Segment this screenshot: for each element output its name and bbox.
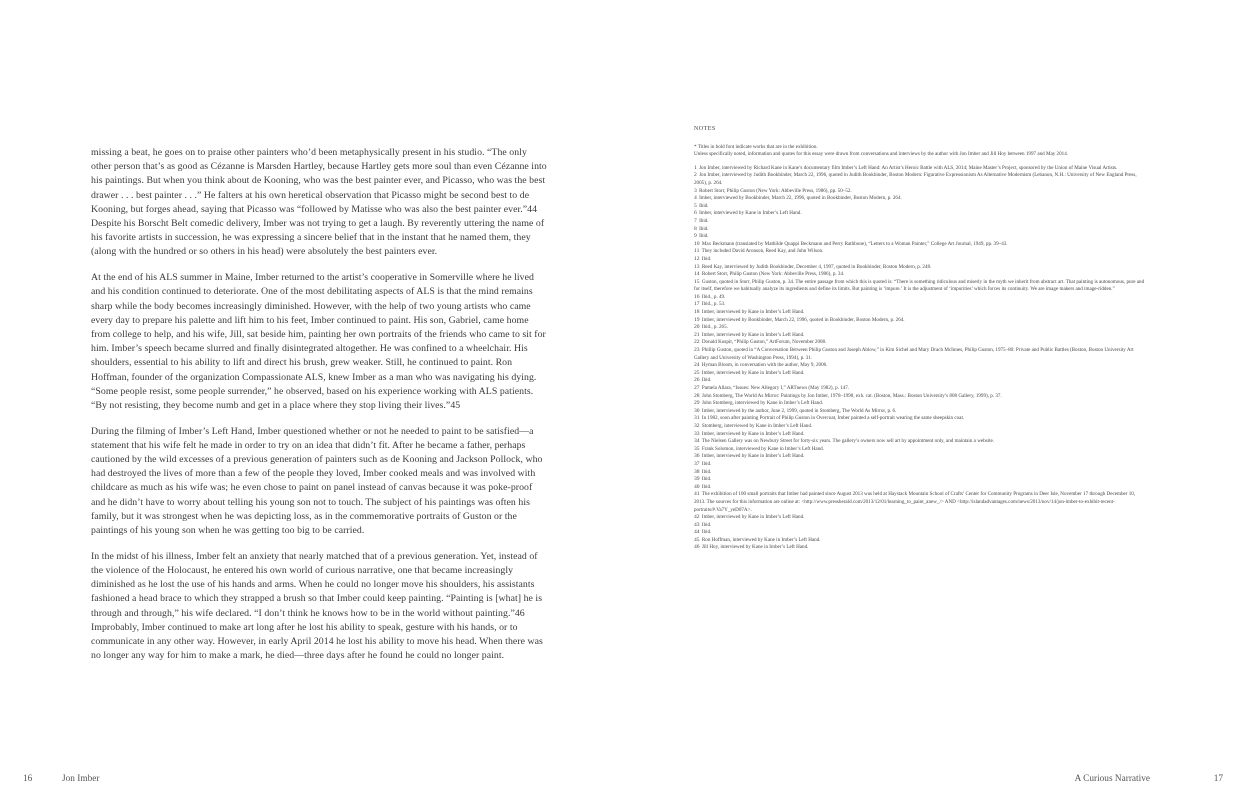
note-number: 26 [694,377,700,384]
note-item [694,491,1146,514]
note-text: Ibid. [701,460,712,467]
note-text: Ibid. [699,217,709,224]
note-text: Jon Imber, interviewed by Richard Kane in Kane’s documentary film Imber’s Left Hand: An Artist’s Heroic Battle with ALS, 2014; Maine Master’s Project, sponsored by the Union of Maine Visual Artists. [699,164,1118,171]
note-text: The Nielsen Gallery was on Newbury Street for forty-six years. The gallery’s owners now sell art by appointment only, and maintain a website. [701,438,995,445]
note-item [694,172,1146,187]
note-text: Imber, interviewed by Kane in Imber’s Left Hand. [701,430,805,437]
notes-list [694,165,1146,552]
note-number: 28 [694,392,700,399]
note-item [694,188,1146,196]
note-text: The exhibition of 100 small portraits that Imber had painted since August 2013 was held at Haystack Mountain School of Crafts’ Center for Community Programs in Deer Isle, November 17 through December 10, 2013. The sources for this information are online at: <http://www.pressherald.com/2013/12/01/learning_to_paint_anew_/> AND <http://islandadvantages.com/news/2013/nov/14/jon-imber-to-exhibit-recent-portraits/#.Va7Y_yeD07A>. [694,491,1136,513]
note-text: Frank Solomon, interviewed by Kane in Imber’s Left Hand. [701,445,825,452]
note-number: 7 [694,217,697,224]
note-number: 6 [694,210,697,217]
notes-section [694,126,1146,552]
note-text: Ibid. [701,521,712,528]
note-number: 10 [694,240,700,247]
note-text: Ibid. [701,255,712,262]
note-item [694,544,1146,552]
note-text: Guston, quoted in Storr, Philip Guston, p. 34. The entire passage from which this is quoted is: “There is something ridiculous and miserly in the myth we inherit from abstract art. That painting is autonomous, pure and for itself, therefore we habitually analyze its ingredients and define its limits. But painting is ‘impure.’ It is the adjustment of ‘impurities’ which forces its continuity. We are image makers and image-ridden.” [694,278,1145,293]
note-text: They included David Aronson, Reed Kay, and John Wilson. [701,248,824,255]
note-text: Imber, interviewed by Kane in Imber’s Left Hand. [701,331,805,338]
note-item [694,438,1146,446]
note-item [694,324,1146,332]
note-item [694,514,1146,522]
note-number: 40 [694,483,700,490]
note-number: 23 [694,347,700,354]
essay-paragraph: At the end of his ALS summer in Maine, Imber returned to the artist’s cooperative in Somerville where he lived and his condition continued to deteriorate. One of the most debilitating aspects of ALS is that the mind remains sharp while the body becomes increasingly diminished. However, with the help of two young artists who came every day to prepare his palette and lift him to his feet, Imber continued to paint. His son, Gabriel, came home from college to help, and his wife, Jill, sat beside him, painting her own portraits of the friends who came to sit for him. Imber’s speech became slurred and finally disintegrated altogether. He was confined to a wheelchair. His shoulders, essential to his ability to lift and direct his brush, grew weaker. Still, he continued to paint. Ron Hoffman, founder of the organization Compassionate ALS, knew Imber as a man who was navigating his dying. “Some people resist, some people surrender,” he observed, based on his experience working with ALS patients. “By not resisting, they become numb and get in a place where they stop living their lives.”45 [91,272,546,411]
note-item [694,469,1146,477]
note-number: 4 [694,195,697,202]
note-number: 34 [694,438,700,445]
note-item [694,226,1146,234]
note-text: Reed Kay, interviewed by Judith Bookbinder, December 4, 1997, quoted in Bookbinder, Boston Modern, p. 248. [701,263,932,270]
note-number: 27 [694,385,700,391]
note-number: 31 [694,415,700,422]
note-item [694,400,1146,408]
note-item [694,529,1146,537]
note-text: Stomberg, interviewed by Kane in Imber’s Left Hand. [701,422,813,429]
essay-paragraph: In the midst of his illness, Imber felt an anxiety that nearly matched that of a previous generation. Yet, instead of the violence of the Holocaust, he entered his own world of curious narrative, one that became increasingly diminished as he lost the use of his hands and arms. When he could no longer move his shoulders, his assistants fashioned a head brace to which they strapped a brush so that Imber could keep painting. “Painting is [what] he is through and through,” his wife declared. “I don’t think he knows how to be in the world without painting.”46 Improbably, Imber continued to make art long after he lost his ability to speak, gesture with his hands, or to communicate in any other way. However, in early April 2014 he lost his ability to move his head. When there was no longer any way for him to make a mark, he died—three days after he found he could no longer paint. [91,550,543,662]
note-text: Imber, interviewed by Bookbinder, March 22, 1996, quoted in Bookbinder, Boston Modern, p. 264. [699,195,902,202]
note-text: Imber, interviewed by Kane in Imber’s Left Hand. [701,453,805,460]
note-text: Ibid. [699,233,709,240]
note-text: Pamela Allara, “Issues: New Allegory I,” ARTnews (May 1982), p. 147. [701,385,850,391]
note-number: 19 [694,316,700,323]
note-number: 5 [694,202,697,209]
note-text: Hyman Bloom, in conversation with the author, May 9, 2006. [701,362,828,369]
note-number: 24 [694,362,700,369]
note-number: 20 [694,324,700,331]
note-number: 29 [694,400,700,407]
note-text: Ibid. [701,468,712,475]
note-item [694,218,1146,226]
notes-intro-bold-key: * Titles in bold font indicate works that are in the exhibition. [694,143,818,150]
note-number: 33 [694,430,700,437]
note-number: 9 [694,233,697,240]
note-text: Imber, interviewed by Kane in Imber’s Left Hand. [701,309,805,316]
note-text: Jill Hoy, interviewed by Kane in Imber’s Left Hand. [701,544,809,551]
note-number: 21 [694,331,700,338]
note-number: 12 [694,255,700,262]
note-number: 14 [694,271,700,278]
note-text: Ibid. [701,529,712,536]
note-item [694,423,1146,431]
note-item [694,241,1146,249]
note-text: Phillip Guston, quoted in “A Conversation Between Philip Guston and Joseph Ablow,” in Kim Sichel and Mary Drach McInnes, Philip Guston, 1975–80: Private and Public Battles (Boston, Boston University Art Gallery and University of Washington Press, 1994), p. 31. [694,347,1134,361]
note-number: 25 [694,369,700,376]
note-text: Robert Storr, Philip Guston (New York: Abbeville Press, 1986), pp. 50–52. [699,187,852,194]
running-title-right: A Curious Narrative [1074,774,1150,784]
essay-paragraph: During the filming of Imber’s Left Hand, Imber questioned whether or not he needed to paint to be satisfied—a statement that his wife felt he made in order to try on an idea that didn’t fit. After he became a father, perhaps cautioned by the wild excesses of a previous generation of painters such as de Kooning and Jackson Pollock, who had destroyed the lives of more than a few of the people they loved, Imber cooked meals and was involved with childcare as much as his wife was; he even chose to paint on panel instead of canvas because it was poke-proof and he didn’t have to worry about telling his young son not to touch. The subject of his paintings was often his family, but it was strongest when he was depicting loss, as in the commemorative portraits of Guston or the paintings of his young son when he was getting too big to be carried. [91,425,543,537]
note-number: 11 [694,248,700,255]
page-number-left: 16 [23,774,33,784]
note-item [694,476,1146,484]
running-title-left: Jon Imber [62,774,100,784]
note-text: In 1982, soon after painting Portrait of Philip Guston in Overcoat, Imber painted a self-portrait wearing the same sheepskin coat. [701,415,965,422]
note-number: 36 [694,453,700,460]
note-number: 2 [694,172,697,179]
note-text: Ibid. [699,225,709,232]
note-number: 41 [694,491,700,498]
page-number-right: 17 [1213,774,1223,784]
note-item [694,453,1146,461]
note-item [694,301,1146,309]
note-number: 8 [694,225,697,232]
note-item [694,279,1146,294]
note-number: 39 [694,476,700,483]
note-number: 18 [694,309,700,316]
note-item [694,362,1146,370]
note-text: Ibid. [701,483,712,490]
note-number: 43 [694,521,700,528]
note-number: 17 [694,301,700,308]
note-item [694,385,1146,393]
note-item [694,370,1146,378]
note-text: Ibid., p. 53. [701,301,726,308]
note-text: Jon Imber, interviewed by Judith Bookbinder, March 22, 1996, quoted in Judith Bookbinder, Boston Modern: Figurative Expressionism As Alternative Modernism (Lebanon, N.H.: University of New England Press, 2005), p. 264. [694,172,1137,186]
note-text: Ibid., p. 265. [701,324,728,331]
note-number: 3 [694,187,697,194]
note-number: 22 [694,339,700,346]
note-number: 32 [694,422,700,429]
note-item [694,264,1146,272]
note-text: Imber, interviewed by Kane in Imber’s Left Hand. [699,210,802,217]
note-number: 37 [694,460,700,467]
note-number: 45 [694,536,700,543]
note-text: Imber, interviewed by Kane in Imber’s Left Hand. [701,514,805,521]
note-item [694,233,1146,241]
note-text: Imber, interviewed by Kane in Imber’s Left Hand. [701,369,805,376]
note-item [694,294,1146,302]
note-item [694,415,1146,423]
note-text: Ibid., p. 49. [701,293,726,300]
note-number: 30 [694,407,700,414]
note-item [694,248,1146,256]
note-text: John Stomberg, interviewed by Kane in Imber’s Left Hand. [701,400,824,407]
note-item [694,377,1146,385]
note-text: Ron Hoffman, interviewed by Kane in Imber’s Left Hand. [701,536,821,543]
note-item [694,317,1146,325]
note-item [694,309,1146,317]
note-item [694,210,1146,218]
essay-text-column [91,146,548,675]
essay-paragraph: missing a beat, he goes on to praise other painters who’d been metaphysically present in his studio. “The only other person that’s as good as Cézanne is Marsden Hartley, because Hartley gets more soul than even Cézanne into his paintings. But when you think about de Kooning, who was the best painter ever, and Picasso, who was the best drawer . . . best painter . . .” He falters at his own heretical observation that Picasso might be second best to de Kooning, but forges ahead, saying that Picasso was “followed by Matisse who was also the best painter ever.”44 Despite his Borscht Belt comedic delivery, Imber was not trying to get a laugh. By reverently uttering the name of his favorite artists in succession, he was expressing a sincere belief that in the instant that he named them, they (along with the hundred or so others in his head) were absolutely the best painters ever. [91,147,547,258]
note-number: 44 [694,529,700,536]
note-number: 15 [694,278,700,285]
note-item [694,256,1146,264]
note-text: Donald Kuspit, “Philip Guston,” ArtForum, November 2008. [701,339,827,346]
note-text: Ibid. [699,202,709,209]
notes-heading: NOTES [694,126,716,132]
note-text: Imber, interviewed by Bookbinder, March 22, 1996, quoted in Bookbinder, Boston Modern, p. 264. [701,316,905,323]
note-text: John Stomberg, The World As Mirror: Paintings by Jon Imber, 1978–1998, exh. cat. (Boston, Mass.: Boston University’s 808 Gallery, 1999), p. 37. [701,392,1002,399]
note-text: Imber, interviewed by the author, June 2, 1999, quoted in Stomberg, The World As Mirror, p. 6. [701,407,897,414]
note-item [694,522,1146,530]
note-item [694,195,1146,203]
note-item [694,271,1146,279]
note-text: Ibid. [701,476,712,483]
notes-intro-sources: Unless specifically noted, information and quotes for this essay were drawn from conversations and interviews by the author with Jon Imber and Jill Hoy between 1997 and May 2014. [694,151,1069,158]
note-text: Robert Storr, Philip Guston (New York: Abbeville Press, 1986), p. 34. [701,271,845,278]
note-item [694,347,1146,362]
note-text: Max Beckmann (translated by Mathilde Quappi Beckmann and Perry Rathbone), “Letters to a Woman Painter,” College Art Journal, 1949, pp. 39–43. [701,240,1008,247]
note-number: 35 [694,445,700,452]
note-text: Ibid. [701,377,712,384]
note-number: 1 [694,164,697,171]
note-item [694,339,1146,347]
note-number: 42 [694,514,700,521]
note-item [694,461,1146,469]
note-number: 46 [694,544,700,551]
note-number: 16 [694,293,700,300]
note-number: 13 [694,263,700,270]
note-number: 38 [694,468,700,475]
